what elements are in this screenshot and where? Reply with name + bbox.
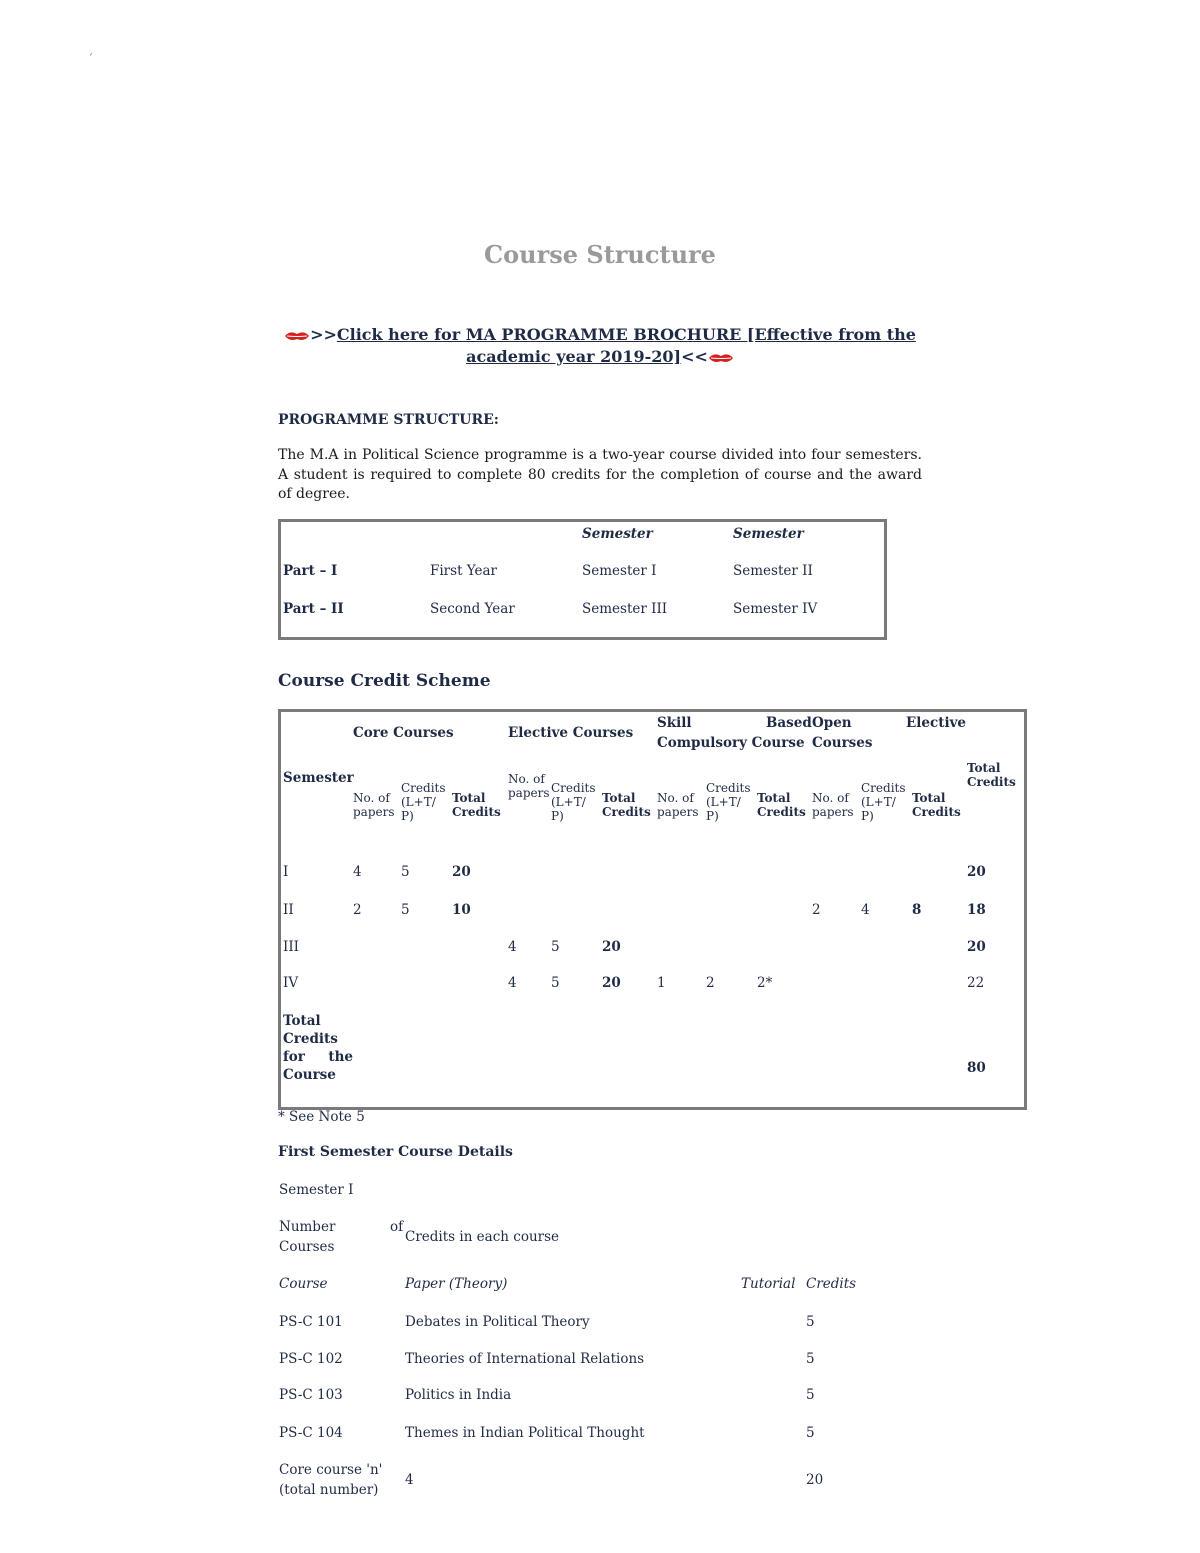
cell-semester: III [283,939,299,955]
page-title: Course Structure [484,240,716,269]
first-semester-heading: First Semester Course Details [278,1144,513,1160]
cell-core-papers: 4 [353,864,362,880]
group-elective-courses: Elective Courses [508,725,634,741]
group-open-b: Courses [812,735,873,751]
col-credits: Credits (L+T/ P) [401,781,446,823]
brochure-prefix: >> [310,325,337,344]
course-paper: Politics in India [405,1387,512,1403]
cell-core-total: 10 [452,902,471,918]
structure-year: First Year [430,563,498,579]
lips-icon [708,352,734,364]
programme-structure-heading: PROGRAMME STRUCTURE: [278,412,499,428]
structure-semester: Semester III [582,601,668,617]
col-no-papers: No. of papers [657,791,699,819]
structure-semester: Semester II [733,563,813,579]
cell-skill-papers: 1 [657,975,666,991]
col-total-credits: Total Credits [757,791,806,819]
course-code: PS-C 101 [279,1314,343,1330]
brochure-link-block [278,324,922,368]
cell-open-credits: 4 [861,902,870,918]
total-row-label: Total Credits for the Course [283,1013,353,1083]
cell-core-total: 20 [452,864,471,880]
cell-skill-total: 2* [757,975,773,991]
course-credits: 5 [806,1425,815,1441]
course-code: PS-C 103 [279,1387,343,1403]
col-paper: Paper (Theory) [405,1276,508,1292]
structure-part: Part – II [283,601,344,617]
course-credits: 5 [806,1351,815,1367]
core-total-n: 4 [405,1472,414,1488]
cell-core-credits: 5 [401,902,410,918]
brochure-link[interactable]: Click here for MA PROGRAMME BROCHURE [Effective from the [336,325,916,344]
cell-elective-papers: 4 [508,975,517,991]
note-text: * See Note 5 [278,1109,365,1125]
col-no-papers: No. of papers [508,772,550,800]
group-open-a: Open [812,715,852,731]
group-skill-b: Based [766,715,812,731]
cell-total: 20 [967,939,986,955]
lips-icon [284,330,310,342]
cell-semester: IV [283,975,299,991]
col-credits: Credits (L+T/ P) [706,781,751,823]
col-total-credits: Total Credits [912,791,961,819]
number-label-of: of [390,1219,404,1235]
col-total-credits: Total Credits [602,791,651,819]
course-paper: Theories of International Relations [405,1351,645,1367]
structure-year: Second Year [430,601,515,617]
structure-header-semester-a: Semester [582,526,653,542]
cell-total: 20 [967,864,986,880]
cell-elective-credits: 5 [551,939,560,955]
col-credits: Credits (L+T/ P) [551,781,596,823]
col-total-credits: Total Credits [452,791,501,819]
cell-elective-papers: 4 [508,939,517,955]
cell-skill-credits: 2 [706,975,715,991]
group-skill-c: Compulsory Course [657,735,805,751]
programme-paragraph: The M.A in Political Science programme is a two-year course divided into four semesters. A student is required to complete 80 credits for the completion of course and the award of degree. [278,447,922,502]
col-tutorial: Tutorial [741,1276,796,1292]
course-credits: 5 [806,1387,815,1403]
corner-mark: ´ [88,54,93,65]
course-credits: 5 [806,1314,815,1330]
col-grand-total-credits: Total Credits [967,761,1016,789]
cell-semester: I [283,864,289,880]
structure-semester: Semester IV [733,601,818,617]
brochure-link-line2[interactable]: academic year 2019-20] [466,347,682,366]
col-credits: Credits [806,1276,857,1292]
col-credits: Credits (L+T/ P) [861,781,906,823]
credits-each-label: Credits in each course [405,1229,560,1245]
brochure-suffix: << [681,347,708,366]
cell-open-papers: 2 [812,902,821,918]
total-row-value: 80 [967,1060,986,1076]
course-paper: Themes in Indian Political Thought [405,1425,645,1441]
cell-open-total: 8 [912,902,922,918]
course-paper: Debates in Political Theory [405,1314,590,1330]
group-skill-a: Skill [657,715,692,731]
col-course: Course [279,1276,328,1292]
group-core-courses: Core Courses [353,725,454,741]
number-label-a: Number [279,1219,336,1235]
credit-scheme-heading: Course Credit Scheme [278,671,491,691]
core-total-label-b: (total number) [279,1482,379,1498]
structure-semester: Semester I [582,563,657,579]
structure-part: Part – I [283,563,338,579]
number-label-b: Courses [279,1239,335,1255]
cell-elective-credits: 5 [551,975,560,991]
cell-core-papers: 2 [353,902,362,918]
cell-core-credits: 5 [401,864,410,880]
group-elective: Elective [906,715,967,731]
semester-label: Semester I [279,1182,354,1198]
cell-elective-total: 20 [602,939,621,955]
cell-total: 22 [967,975,985,991]
col-semester: Semester [283,770,354,786]
core-total-label-a: Core course 'n' [279,1462,383,1478]
core-total-credits: 20 [806,1472,824,1488]
cell-semester: II [283,902,294,918]
col-no-papers: No. of papers [812,791,854,819]
course-code: PS-C 104 [279,1425,343,1441]
course-code: PS-C 102 [279,1351,343,1367]
structure-header-semester-b: Semester [733,526,804,542]
col-no-papers: No. of papers [353,791,395,819]
cell-elective-total: 20 [602,975,621,991]
cell-total: 18 [967,902,986,918]
